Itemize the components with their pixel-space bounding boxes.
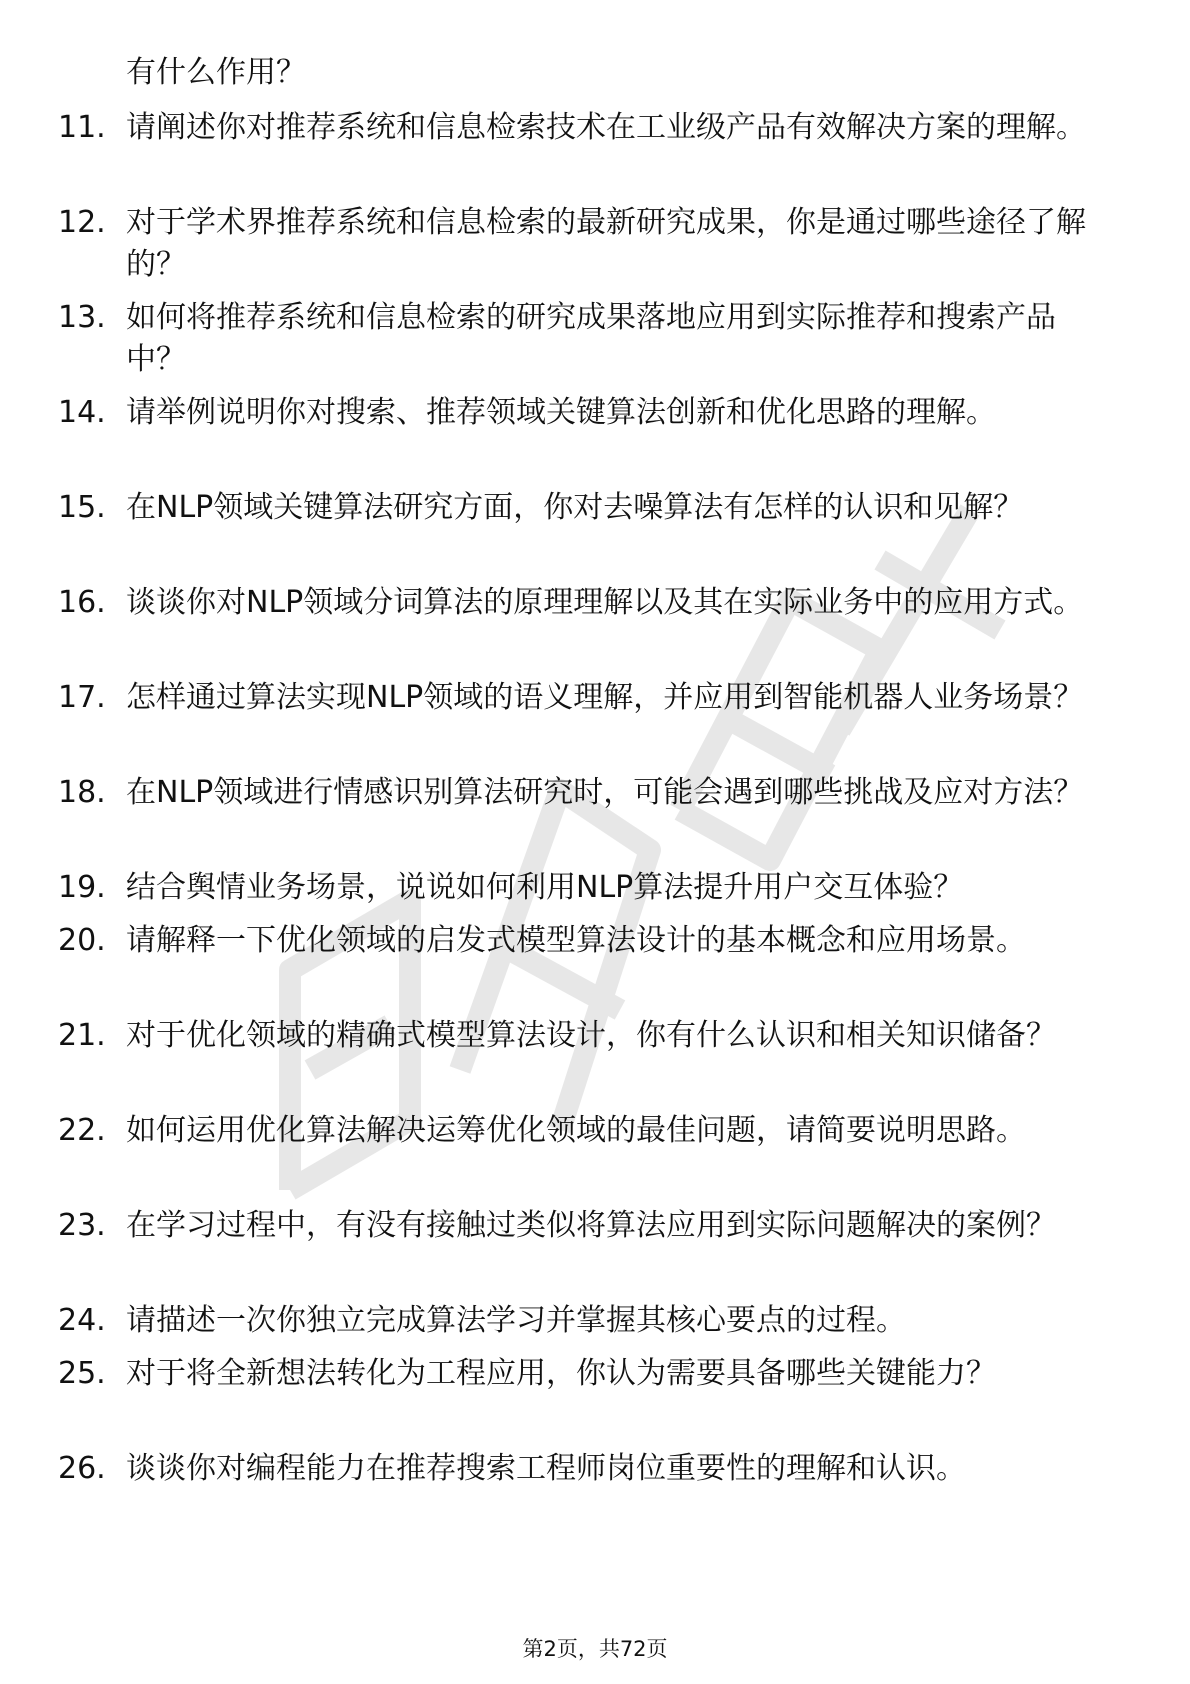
question-number: 22. (58, 1113, 106, 1148)
question-number: 15. (58, 490, 106, 525)
question-item (0, 920, 1190, 1010)
question-item (0, 297, 1190, 387)
question-number: 23. (58, 1208, 106, 1243)
question-text: 请解释一下优化领域的启发式模型算法设计的基本概念和应用场景。 (126, 923, 1026, 958)
question-number: 12. (58, 205, 106, 240)
question-text: 请描述一次你独立完成算法学习并掌握其核心要点的过程。 (126, 1303, 906, 1338)
question-item (0, 487, 1190, 577)
question-text: 请阐述你对推荐系统和信息检索技术在工业级产品有效解决方案的理解。 (126, 110, 1086, 145)
question-number: 17. (58, 680, 106, 715)
question-number: 20. (58, 923, 106, 958)
question-item (0, 1448, 1190, 1496)
question-item (0, 1110, 1190, 1200)
question-item (0, 1205, 1190, 1295)
question-item (0, 202, 1190, 292)
question-item (0, 1353, 1190, 1443)
question-item (0, 107, 1190, 197)
question-number: 25. (58, 1356, 106, 1391)
question-number: 16. (58, 585, 106, 620)
question-text: 如何将推荐系统和信息检索的研究成果落地应用到实际推荐和搜索产品中？ (126, 300, 1056, 377)
question-number: 19. (58, 870, 106, 905)
question-item (0, 1300, 1190, 1348)
question-item (0, 772, 1190, 862)
question-text: 在NLP领域关键算法研究方面，你对去噪算法有怎样的认识和见解？ (126, 490, 1024, 525)
question-item (0, 677, 1190, 767)
question-number: 24. (58, 1303, 106, 1338)
question-text: 谈谈你对NLP领域分词算法的原理理解以及其在实际业务中的应用方式。 (126, 585, 1084, 620)
question-text: 对于将全新想法转化为工程应用，你认为需要具备哪些关键能力？ (126, 1356, 996, 1391)
question-text: 如何运用优化算法解决运筹优化领域的最佳问题，请简要说明思路。 (126, 1113, 1026, 1148)
question-text: 在NLP领域进行情感识别算法研究时，可能会遇到哪些挑战及应对方法？ (126, 775, 1084, 810)
question-text: 结合舆情业务场景，说说如何利用NLP算法提升用户交互体验？ (126, 870, 964, 905)
question-number: 21. (58, 1018, 106, 1053)
question-item (0, 867, 1190, 915)
page-number-footer: 第2页，共72页 (522, 1637, 668, 1661)
question-number: 26. (58, 1451, 106, 1486)
question-text: 对于学术界推荐系统和信息检索的最新研究成果，你是通过哪些途径了解的？ (126, 205, 1086, 282)
question-number: 11. (58, 110, 106, 145)
question-number: 18. (58, 775, 106, 810)
question-item (0, 1015, 1190, 1105)
question-text: 怎样通过算法实现NLP领域的语义理解，并应用到智能机器人业务场景？ (126, 680, 1084, 715)
question-number: 14. (58, 395, 106, 430)
question-text: 对于优化领域的精确式模型算法设计，你有什么认识和相关知识储备？ (126, 1018, 1056, 1053)
question-item (0, 392, 1190, 482)
continuation-text: 有什么作用？ (126, 55, 306, 90)
question-text: 请举例说明你对搜索、推荐领域关键算法创新和优化思路的理解。 (126, 395, 996, 430)
question-text: 谈谈你对编程能力在推荐搜索工程师岗位重要性的理解和认识。 (126, 1451, 966, 1486)
question-item (0, 582, 1190, 672)
question-text: 在学习过程中，有没有接触过类似将算法应用到实际问题解决的案例？ (126, 1208, 1056, 1243)
question-number: 13. (58, 300, 106, 335)
